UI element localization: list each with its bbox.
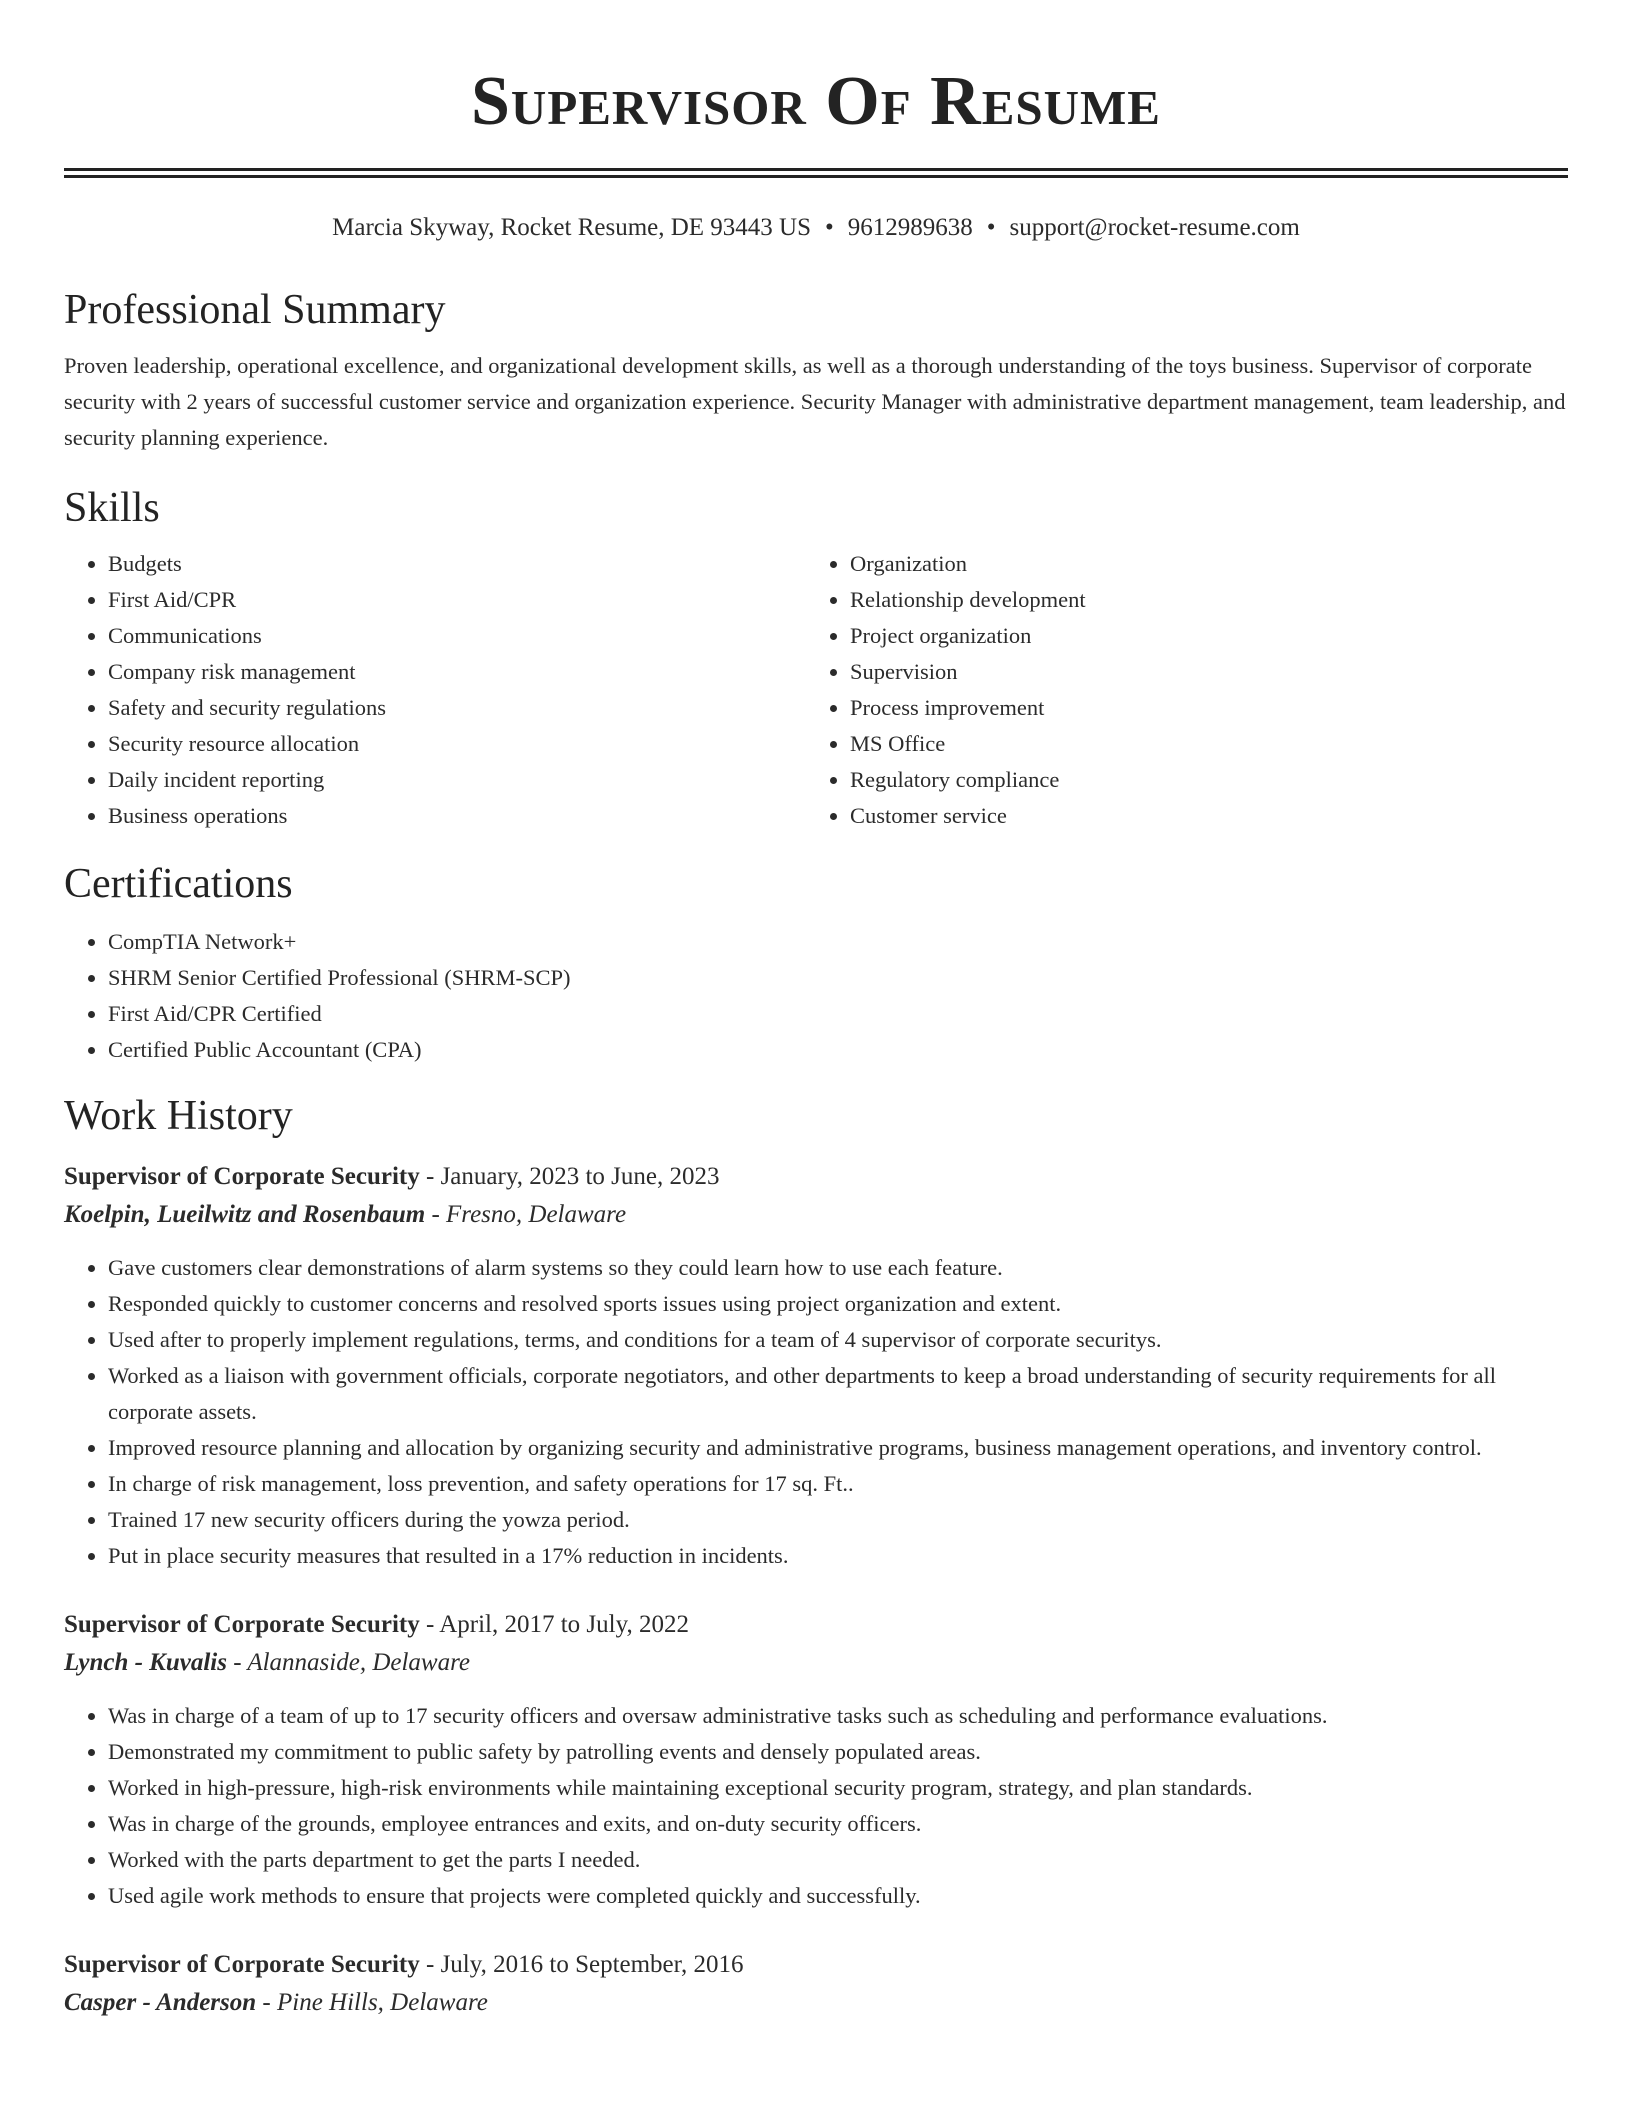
job-title-line — [64, 1158, 1568, 1196]
job-title: Supervisor of Corporate Security — [64, 1951, 420, 1978]
job-bullet: • Worked in high-pressure, high-risk environments while maintaining exceptional security program, strategy, and plan standards. — [108, 1770, 1568, 1806]
job-bullet: • Worked as a liaison with government officials, corporate negotiators, and other departments to keep a broad understanding of security requirements for all corporate assets. — [108, 1358, 1568, 1430]
job-bullet: • Responded quickly to customer concerns and resolved sports issues using project organization and extent. — [108, 1286, 1568, 1322]
job-company-line — [64, 1984, 1568, 2022]
summary-text: Proven leadership, operational excellence, and organizational development skills, as well as a thorough understanding of the toys business. Supervisor of corporate security with 2 years of successful customer service and organization experience. Security Manager with administrative department management, team leadership, and security planning experience. — [64, 353, 1566, 450]
job-bullet: • Used after to properly implement regulations, terms, and conditions for a team of 4 supervisor of corporate securitys. — [108, 1322, 1568, 1358]
job-bullet: • Was in charge of the grounds, employee entrances and exits, and on-duty security officers. — [108, 1806, 1568, 1842]
job-company-line — [64, 1644, 1568, 1682]
skill-item: • Project organization — [850, 618, 1548, 654]
contact-separator: • — [825, 214, 834, 241]
contact-line — [64, 212, 1568, 244]
job-company: Casper - Anderson — [64, 1989, 257, 2016]
job-entry — [64, 1606, 1568, 1914]
contact-email: support@rocket-resume.com — [1009, 214, 1300, 241]
skill-item: • First Aid/CPR — [108, 582, 806, 618]
certification-item: • First Aid/CPR Certified — [108, 996, 1568, 1032]
skill-item: • Regulatory compliance — [850, 762, 1548, 798]
skill-item: • Company risk management — [108, 654, 806, 690]
skills-list-left — [64, 546, 806, 834]
job-title: Supervisor of Corporate Security — [64, 1163, 420, 1190]
certification-item: • SHRM Senior Certified Professional (SHRM-SCP) — [108, 960, 1568, 996]
job-location: - Alannaside, Delaware — [233, 1649, 470, 1676]
skill-item: • Relationship development — [850, 582, 1548, 618]
title-double-rule — [64, 168, 1568, 178]
skills-columns — [64, 546, 1568, 834]
certification-item: • Certified Public Accountant (CPA) — [108, 1032, 1568, 1068]
contact-address: Marcia Skyway, Rocket Resume, DE 93443 US — [332, 214, 812, 241]
job-location: - Pine Hills, Delaware — [262, 1989, 488, 2016]
skill-item: • Organization — [850, 546, 1548, 582]
job-dates: - April, 2017 to July, 2022 — [426, 1611, 689, 1638]
resume-title: Supervisor Of Resume — [471, 63, 1161, 140]
skill-item: • Daily incident reporting — [108, 762, 806, 798]
job-bullets — [64, 1698, 1568, 1914]
skills-list-right — [806, 546, 1548, 834]
certifications-list — [64, 924, 1568, 1068]
certifications-heading: Certifications — [64, 861, 293, 907]
job-title-line — [64, 1946, 1568, 1984]
job-entry — [64, 1158, 1568, 1574]
skill-item: • Security resource allocation — [108, 726, 806, 762]
contact-separator: • — [986, 214, 996, 241]
skill-item: • Process improvement — [850, 690, 1548, 726]
skill-item: • Communications — [108, 618, 806, 654]
skill-item: • Supervision — [850, 654, 1548, 690]
job-company-line — [64, 1196, 1568, 1234]
skill-item: • Budgets — [108, 546, 806, 582]
job-bullet: • Was in charge of a team of up to 17 security officers and oversaw administrative tasks such as scheduling and performance evaluations. — [108, 1698, 1568, 1734]
skill-item: • Safety and security regulations — [108, 690, 806, 726]
summary-heading: Professional Summary — [64, 287, 446, 333]
resume-page — [64, 0, 1568, 2022]
job-entry — [64, 1946, 1568, 2022]
skill-item: • MS Office — [850, 726, 1548, 762]
job-dates: - January, 2023 to June, 2023 — [426, 1163, 720, 1190]
job-bullets — [64, 1250, 1568, 1574]
job-dates: - July, 2016 to September, 2016 — [426, 1951, 744, 1978]
job-title: Supervisor of Corporate Security — [64, 1611, 420, 1638]
job-title-line — [64, 1606, 1568, 1644]
job-bullet: • Trained 17 new security officers during the yowza period. — [108, 1502, 1568, 1538]
job-bullet: • Worked with the parts department to get the parts I needed. — [108, 1842, 1568, 1878]
job-bullet: • In charge of risk management, loss prevention, and safety operations for 17 sq. Ft.. — [108, 1466, 1568, 1502]
skills-heading: Skills — [64, 485, 160, 531]
contact-phone: 9612989638 — [847, 214, 973, 241]
skill-item: • Business operations — [108, 798, 806, 834]
job-bullet: • Put in place security measures that resulted in a 17% reduction in incidents. — [108, 1538, 1568, 1574]
job-location: - Fresno, Delaware — [431, 1201, 627, 1228]
job-bullet: • Gave customers clear demonstrations of alarm systems so they could learn how to use each feature. — [108, 1250, 1568, 1286]
skill-item: • Customer service — [850, 798, 1548, 834]
certification-item: • CompTIA Network+ — [108, 924, 1568, 960]
job-company: Lynch - Kuvalis — [64, 1649, 227, 1676]
work-history-heading: Work History — [64, 1093, 293, 1139]
job-bullet: • Demonstrated my commitment to public safety by patrolling events and densely populated areas. — [108, 1734, 1568, 1770]
job-company: Koelpin, Lueilwitz and Rosenbaum — [64, 1201, 426, 1228]
job-bullet: • Used agile work methods to ensure that projects were completed quickly and successfully. — [108, 1878, 1568, 1914]
job-bullet: • Improved resource planning and allocation by organizing security and administrative programs, business management operations, and inventory control. — [108, 1430, 1568, 1466]
